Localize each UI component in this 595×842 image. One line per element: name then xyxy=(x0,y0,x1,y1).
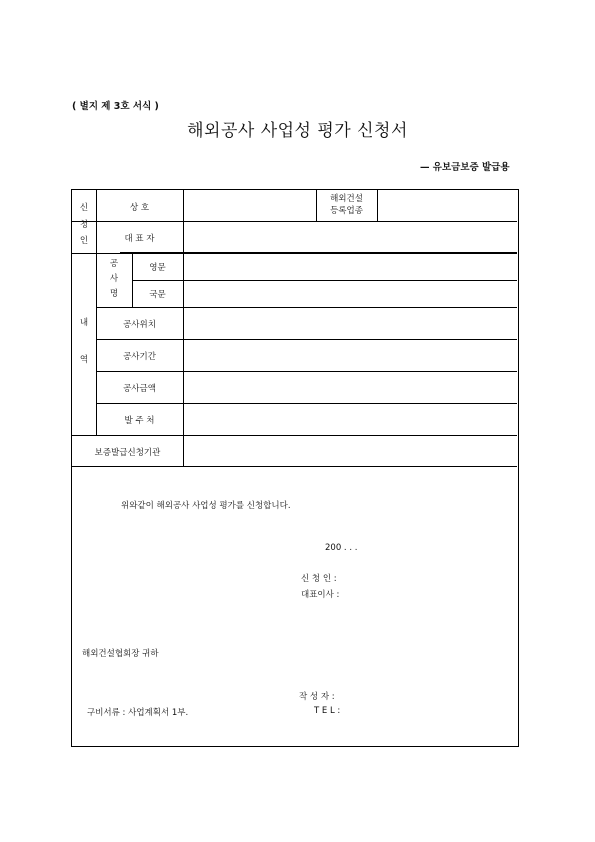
purpose-note: — 유보금보증 발급용 xyxy=(420,162,510,173)
column-divider xyxy=(183,190,184,466)
details-section-char: 내 xyxy=(79,318,89,328)
row-divider xyxy=(96,371,517,372)
document-title: 해외공사 사업성 평가 신청서 xyxy=(187,121,408,141)
row-divider xyxy=(72,221,517,222)
applicant-section-char: 신 xyxy=(79,203,89,213)
project-name-char: 사 xyxy=(109,273,119,284)
issuing-institution-label: 보증발급신청기관 xyxy=(94,448,161,458)
details-section-char: 역 xyxy=(79,354,89,365)
details-section-label xyxy=(72,314,96,369)
application-date: 200 . . . xyxy=(325,543,358,553)
amount-label: 공사금액 xyxy=(123,384,156,394)
ceo-signature-line: 대표이사 : xyxy=(301,590,340,600)
row-divider xyxy=(72,466,517,467)
writer-line: 작 성 자 : xyxy=(299,692,335,702)
attachments-note: 구비서류 : 사업계획서 1부. xyxy=(87,708,189,718)
applicant-signature-line: 신 청 인 : xyxy=(301,574,337,584)
tel-line: T E L : xyxy=(314,706,341,716)
trade-name-label: 상 호 xyxy=(129,203,150,213)
column-divider xyxy=(96,190,97,435)
row-divider xyxy=(72,253,517,254)
korean-name-label: 국문 xyxy=(149,290,166,300)
period-label: 공사기간 xyxy=(123,352,156,362)
row-divider xyxy=(96,339,517,340)
row-divider xyxy=(132,280,517,281)
english-name-label: 영문 xyxy=(149,263,166,273)
project-name-char: 공 xyxy=(109,259,119,269)
applicant-section-label xyxy=(72,200,96,250)
column-divider xyxy=(377,190,378,221)
row-divider xyxy=(96,403,517,404)
client-label: 발 주 처 xyxy=(124,416,155,426)
project-name-label xyxy=(96,257,132,302)
registration-label xyxy=(316,193,377,218)
addressee: 해외건설협회장 귀하 xyxy=(82,649,159,659)
representative-label: 대 표 자 xyxy=(124,234,155,244)
row-divider xyxy=(72,435,517,436)
applicant-section-char: 청 xyxy=(79,219,89,230)
application-statement: 위와같이 해외공사 사업성 평가를 신청합니다. xyxy=(121,501,291,511)
location-label: 공사위치 xyxy=(123,320,156,330)
application-form-table xyxy=(71,189,519,747)
row-divider xyxy=(96,307,517,308)
registration-label-line: 등록업종 xyxy=(330,206,363,217)
form-number-label: ( 별지 제 3호 서식 ) xyxy=(72,101,159,112)
registration-label-line: 해외건설 xyxy=(330,194,363,204)
project-name-char: 명 xyxy=(109,288,119,299)
applicant-section-char: 인 xyxy=(79,236,89,247)
